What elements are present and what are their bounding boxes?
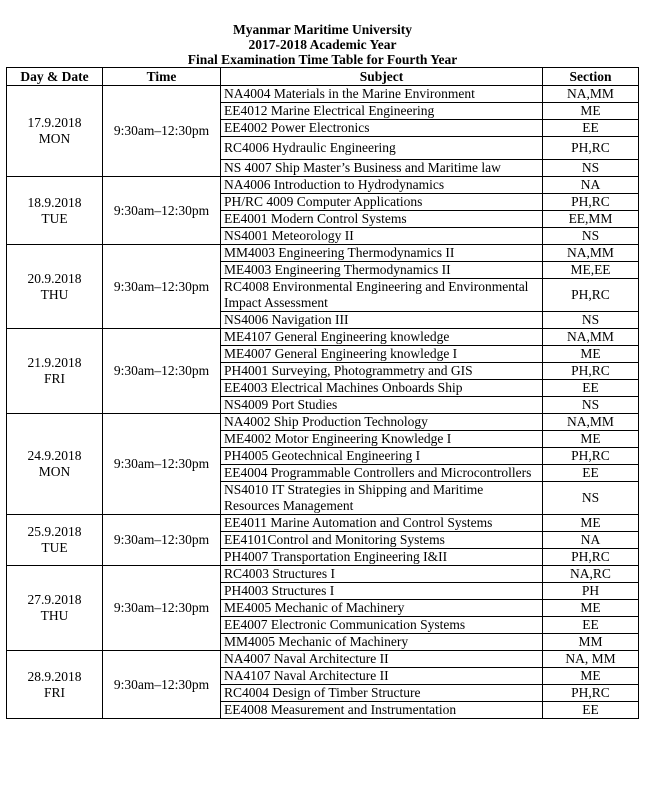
section-cell: EE xyxy=(543,702,639,719)
day-date-cell xyxy=(7,515,103,566)
subject-cell: PH4001 Surveying, Photogrammetry and GIS xyxy=(221,363,543,380)
section-cell: NA,MM xyxy=(543,245,639,262)
exam-time-cell: 9:30am–12:30pm xyxy=(103,651,221,719)
exam-weekday: THU xyxy=(40,608,69,623)
subject-cell: RC4006 Hydraulic Engineering xyxy=(221,137,543,160)
subject-cell: NS4006 Navigation III xyxy=(221,312,543,329)
subject-cell: ME4003 Engineering Thermodynamics II xyxy=(221,262,543,279)
subject-cell: ME4002 Motor Engineering Knowledge I xyxy=(221,431,543,448)
day-date-cell xyxy=(7,651,103,719)
document-header xyxy=(0,22,645,67)
column-header-time: Time xyxy=(103,68,221,86)
table-row xyxy=(7,177,639,194)
subject-cell: ME4005 Mechanic of Machinery xyxy=(221,600,543,617)
section-cell: NA,MM xyxy=(543,329,639,346)
section-cell: PH,RC xyxy=(543,137,639,160)
exam-time-cell: 9:30am–12:30pm xyxy=(103,86,221,177)
section-cell: PH,RC xyxy=(543,363,639,380)
table-row xyxy=(7,86,639,103)
section-cell: PH,RC xyxy=(543,549,639,566)
day-date-cell xyxy=(7,245,103,329)
exam-date: 27.9.2018 xyxy=(27,592,82,607)
section-cell: PH,RC xyxy=(543,685,639,702)
subject-cell: ME4007 General Engineering knowledge I xyxy=(221,346,543,363)
exam-time-cell: 9:30am–12:30pm xyxy=(103,245,221,329)
table-row xyxy=(7,651,639,668)
section-cell: NS xyxy=(543,397,639,414)
timetable-title: Final Examination Time Table for Fourth Year xyxy=(187,52,458,67)
subject-cell: RC4004 Design of Timber Structure xyxy=(221,685,543,702)
section-cell: MM xyxy=(543,634,639,651)
section-cell: NA,MM xyxy=(543,414,639,431)
section-cell: ME xyxy=(543,668,639,685)
subject-cell: PH4003 Structures I xyxy=(221,583,543,600)
section-cell: NS xyxy=(543,228,639,245)
subject-cell: ME4107 General Engineering knowledge xyxy=(221,329,543,346)
section-cell: NS xyxy=(543,482,639,515)
subject-cell: EE4012 Marine Electrical Engineering xyxy=(221,103,543,120)
exam-weekday: THU xyxy=(40,286,69,302)
subject-cell: PH4007 Transportation Engineering I&II xyxy=(221,549,543,566)
column-header-subject: Subject xyxy=(221,68,543,86)
exam-weekday: FRI xyxy=(43,371,65,386)
subject-cell: EE4002 Power Electronics xyxy=(221,120,543,137)
university-title: Myanmar Maritime University xyxy=(233,22,412,37)
section-cell: EE xyxy=(543,465,639,482)
exam-timetable xyxy=(6,67,639,719)
section-cell: ME xyxy=(543,431,639,448)
subject-cell: EE4011 Marine Automation and Control Systems xyxy=(221,515,543,532)
subject-cell: MM4005 Mechanic of Machinery xyxy=(221,634,543,651)
subject-cell: EE4007 Electronic Communication Systems xyxy=(221,617,543,634)
exam-date: 17.9.2018 xyxy=(27,115,82,130)
section-cell: NA xyxy=(543,177,639,194)
subject-cell: PH/RC 4009 Computer Applications xyxy=(221,194,543,211)
day-date-cell xyxy=(7,177,103,245)
exam-time-cell: 9:30am–12:30pm xyxy=(103,329,221,414)
section-cell: NA,RC xyxy=(543,566,639,583)
exam-date: 18.9.2018 xyxy=(27,194,82,210)
subject-cell: NS4010 IT Strategies in Shipping and Maritime Resources Management xyxy=(221,482,543,515)
subject-cell: EE4101Control and Monitoring Systems xyxy=(221,532,543,549)
table-header-row xyxy=(7,68,639,86)
subject-cell: NS 4007 Ship Master’s Business and Maritime law xyxy=(221,160,543,177)
subject-cell: NS4001 Meteorology II xyxy=(221,228,543,245)
exam-date: 20.9.2018 xyxy=(27,270,82,286)
exam-time-cell: 9:30am–12:30pm xyxy=(103,566,221,651)
day-date-cell xyxy=(7,86,103,177)
exam-time-cell: 9:30am–12:30pm xyxy=(103,414,221,515)
subject-cell: RC4008 Environmental Engineering and Environmental Impact Assessment xyxy=(221,279,543,312)
table-row xyxy=(7,329,639,346)
day-date-cell xyxy=(7,329,103,414)
section-cell: NS xyxy=(543,312,639,329)
exam-date: 21.9.2018 xyxy=(27,355,82,370)
subject-cell: RC4003 Structures I xyxy=(221,566,543,583)
section-cell: EE,MM xyxy=(543,211,639,228)
exam-weekday: TUE xyxy=(41,540,68,555)
section-cell: NA,MM xyxy=(543,86,639,103)
subject-cell: NA4107 Naval Architecture II xyxy=(221,668,543,685)
subject-cell: NA4002 Ship Production Technology xyxy=(221,414,543,431)
table-row xyxy=(7,515,639,532)
exam-weekday: MON xyxy=(38,131,71,146)
timetable-body xyxy=(7,86,639,719)
section-cell: NA xyxy=(543,532,639,549)
section-cell: ME,EE xyxy=(543,262,639,279)
exam-date: 28.9.2018 xyxy=(27,668,82,684)
section-cell: PH,RC xyxy=(543,194,639,211)
exam-date: 25.9.2018 xyxy=(27,524,82,539)
column-header-day-date: Day & Date xyxy=(7,68,103,86)
table-row xyxy=(7,414,639,431)
day-date-cell xyxy=(7,566,103,651)
subject-cell: NS4009 Port Studies xyxy=(221,397,543,414)
subject-cell: NA4007 Naval Architecture II xyxy=(221,651,543,668)
exam-weekday: MON xyxy=(38,464,71,479)
table-row xyxy=(7,245,639,262)
section-cell: PH,RC xyxy=(543,448,639,465)
subject-cell: EE4003 Electrical Machines Onboards Ship xyxy=(221,380,543,397)
exam-time-cell: 9:30am–12:30pm xyxy=(103,177,221,245)
section-cell: PH xyxy=(543,583,639,600)
subject-cell: EE4004 Programmable Controllers and Microcontrollers xyxy=(221,465,543,482)
subject-cell: EE4001 Modern Control Systems xyxy=(221,211,543,228)
section-cell: NA, MM xyxy=(543,651,639,668)
section-cell: ME xyxy=(543,346,639,363)
section-cell: EE xyxy=(543,617,639,634)
section-cell: EE xyxy=(543,120,639,137)
exam-date: 24.9.2018 xyxy=(27,448,82,463)
subject-cell: PH4005 Geotechnical Engineering I xyxy=(221,448,543,465)
subject-cell: EE4008 Measurement and Instrumentation xyxy=(221,702,543,719)
subject-cell: NA4006 Introduction to Hydrodynamics xyxy=(221,177,543,194)
section-cell: NS xyxy=(543,160,639,177)
exam-weekday: FRI xyxy=(43,684,65,700)
academic-year: 2017-2018 Academic Year xyxy=(248,37,397,52)
section-cell: EE xyxy=(543,380,639,397)
subject-cell: MM4003 Engineering Thermodynamics II xyxy=(221,245,543,262)
day-date-cell xyxy=(7,414,103,515)
table-row xyxy=(7,566,639,583)
section-cell: ME xyxy=(543,515,639,532)
subject-cell: NA4004 Materials in the Marine Environment xyxy=(221,86,543,103)
exam-weekday: TUE xyxy=(41,210,68,226)
section-cell: ME xyxy=(543,103,639,120)
column-header-section: Section xyxy=(543,68,639,86)
exam-time-cell: 9:30am–12:30pm xyxy=(103,515,221,566)
section-cell: PH,RC xyxy=(543,279,639,312)
section-cell: ME xyxy=(543,600,639,617)
